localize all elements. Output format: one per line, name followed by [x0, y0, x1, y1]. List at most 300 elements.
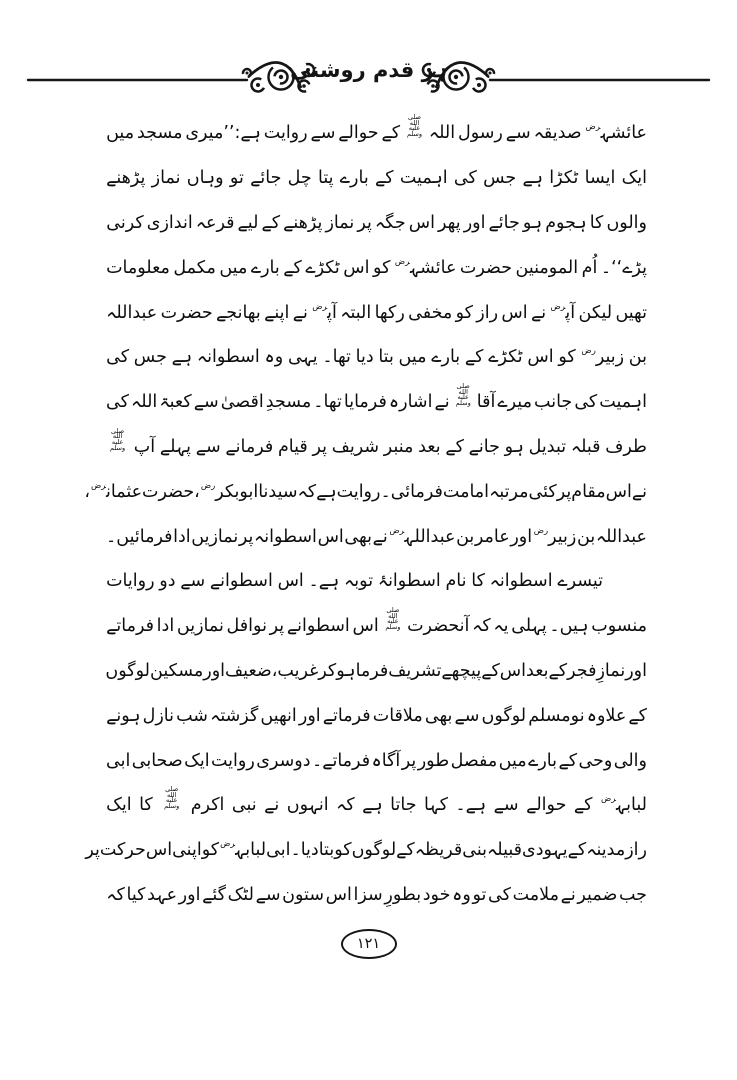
word: آقا: [476, 392, 496, 413]
word: تھا۔: [313, 392, 342, 413]
word: اللہ: [428, 123, 456, 144]
radiallahu-mark-icon: رض: [600, 794, 616, 805]
text-line: [106, 514, 647, 559]
word: لوگوں: [481, 705, 527, 726]
word: مکمل: [173, 257, 216, 278]
word: لٹک: [227, 884, 254, 905]
word: حوالے: [526, 795, 567, 816]
word: کیا: [126, 884, 146, 905]
word: بتا: [318, 840, 335, 861]
word: ایسا: [584, 168, 616, 189]
word: سے: [193, 392, 219, 413]
word: المومنین: [515, 257, 579, 278]
word: تشریف: [388, 660, 442, 681]
word: سے: [310, 123, 336, 144]
word: سے: [255, 884, 281, 905]
word: مسکین: [150, 660, 204, 681]
word: کے: [283, 257, 302, 278]
word: آگاہ: [371, 750, 401, 771]
word: کو: [373, 257, 391, 278]
text-line: [106, 380, 647, 425]
word: انہوں: [286, 795, 329, 816]
word: کی: [106, 347, 130, 368]
word: کے: [558, 750, 578, 771]
word: اس: [408, 212, 435, 233]
page-number-badge: ۱۲۱: [341, 929, 397, 959]
word: مرتبہ: [489, 481, 529, 502]
word: راز: [625, 840, 647, 861]
word: غریب،: [271, 660, 319, 681]
word: ہیں۔: [549, 616, 589, 637]
word: [106, 426, 129, 458]
word: سے: [493, 795, 519, 816]
word: ضعیف: [225, 660, 272, 681]
word: بن: [456, 526, 475, 547]
word: اس: [527, 347, 554, 368]
text-line: [106, 245, 647, 290]
word: اس: [325, 884, 352, 905]
word: پر: [238, 526, 254, 547]
word: اس: [343, 257, 370, 278]
word: کو: [334, 840, 352, 861]
word: بارے: [431, 347, 461, 368]
word: کے: [375, 168, 394, 189]
word: وہاں: [186, 168, 224, 189]
word: ایک: [106, 795, 132, 816]
word: مسجدِ: [265, 392, 312, 413]
word: اسطوانے: [286, 616, 350, 637]
text-line: [106, 156, 647, 201]
text-line: [106, 649, 647, 694]
word: طرف: [605, 436, 647, 457]
word: نے: [264, 795, 280, 816]
radiallahu-mark-icon: رض: [533, 525, 549, 536]
word: فرما: [355, 660, 389, 681]
word: ہو: [522, 212, 543, 233]
word: پر: [269, 616, 285, 637]
word: بھی: [424, 705, 453, 726]
word: صدیقہ: [533, 123, 582, 144]
word: کہ: [472, 616, 491, 637]
radiallahu-mark-icon: رض: [389, 525, 405, 536]
word: لبابہ$^{رض}$: [600, 794, 647, 816]
durood-mark-icon: صلى الله عليه وسلم: [110, 426, 126, 452]
word: پیچھے: [441, 660, 482, 681]
word: مخفی: [408, 302, 453, 323]
word: عہد: [147, 884, 178, 905]
word: منبر: [383, 436, 414, 457]
word: علاوہ: [586, 705, 627, 726]
text-line: [106, 335, 647, 380]
word: قبیلہ: [487, 840, 523, 861]
word: ابوبکر$^{رض}$،: [194, 480, 259, 502]
word: ضمیر: [577, 884, 618, 905]
word: نے: [434, 392, 450, 413]
word: اُم: [581, 257, 598, 278]
word: انھیں: [260, 705, 297, 726]
word: اپنی: [172, 840, 202, 861]
radiallahu-mark-icon: رض: [200, 480, 216, 491]
word: پر: [357, 212, 372, 233]
word: ہو: [504, 436, 524, 457]
word: اہمیت: [399, 168, 448, 189]
word: مفصل: [450, 750, 498, 771]
word: دیا۔: [290, 840, 319, 861]
word: بنی: [462, 840, 488, 861]
word: ہے: [171, 347, 193, 368]
word: روایت: [336, 481, 381, 502]
word: اور: [203, 660, 226, 681]
word: مقام: [571, 481, 606, 502]
word: میرے: [497, 392, 532, 413]
word: اور: [298, 705, 321, 726]
word: ہے۔: [455, 795, 487, 816]
word: اسطوانہ: [489, 571, 553, 592]
word: فرماتے: [106, 616, 154, 637]
text-line: [106, 604, 647, 649]
word: والی: [613, 750, 647, 771]
word: تھیں: [615, 302, 647, 323]
word: جب: [618, 884, 647, 905]
word: ہونے: [106, 705, 141, 726]
word: لیکن: [578, 302, 613, 323]
word: مدینہ: [586, 840, 626, 861]
text-line: [106, 738, 647, 783]
word: شریف: [331, 436, 380, 457]
word: نے: [292, 302, 308, 323]
word: کے: [445, 436, 464, 457]
word: کعبۃ: [159, 392, 192, 413]
word: سے: [195, 436, 221, 457]
text-line: [106, 693, 647, 738]
word: کو: [558, 347, 576, 368]
word: ادا: [156, 616, 175, 637]
word: گئے: [202, 884, 226, 905]
word: کا: [589, 212, 604, 233]
word: کے: [548, 660, 568, 681]
word: کے: [628, 705, 647, 726]
radiallahu-mark-icon: رض: [550, 301, 566, 312]
text-line: [106, 783, 647, 828]
word: کے: [573, 795, 593, 816]
word: یہ: [493, 616, 509, 637]
word: روایت: [263, 123, 308, 144]
word: اس: [352, 616, 379, 637]
radiallahu-mark-icon: رض: [312, 301, 328, 312]
word: آپ: [133, 436, 156, 457]
word: اس: [501, 302, 528, 323]
book-title: ہر قدم روشنی: [290, 58, 447, 82]
word: نمازِ: [596, 660, 626, 681]
durood-mark-icon: صلى الله عليه وسلم: [385, 605, 401, 631]
word: زبیر$^{رض}$: [581, 346, 625, 368]
word: عبداللہ: [106, 302, 158, 323]
word: سزا: [353, 884, 383, 905]
word: منسوب: [591, 616, 647, 637]
word: ہے: [316, 481, 337, 502]
word: کا: [471, 571, 485, 592]
word: عبداللہ$^{رض}$: [389, 525, 456, 547]
word: فرمائیں۔: [106, 526, 173, 547]
word: اپنے: [264, 302, 290, 323]
word: جانب: [534, 392, 573, 413]
word: تیسرے: [557, 571, 603, 592]
word: فرمائی۔: [380, 481, 443, 502]
word: امامت: [442, 481, 490, 502]
body-text: [84, 111, 647, 917]
word: دوسری: [256, 750, 311, 771]
word: فرمایا: [343, 392, 387, 413]
word: کہ: [106, 884, 125, 905]
word: کے: [567, 840, 587, 861]
word: لوگوں: [105, 660, 151, 681]
word: کے: [464, 347, 484, 368]
word: چل: [287, 168, 312, 189]
word: بھی: [344, 526, 372, 547]
word: وحی: [578, 750, 613, 771]
durood-mark-icon: صلى الله عليه وسلم: [406, 113, 423, 138]
word: کو: [201, 840, 220, 861]
word: ایک: [184, 750, 210, 771]
word: میں: [106, 123, 135, 144]
word: تو: [229, 168, 244, 189]
word: اس: [499, 660, 527, 681]
word: اور: [510, 526, 533, 547]
durood-mark-icon: صلى الله عليه وسلم: [455, 381, 471, 407]
word: فجر: [567, 660, 597, 681]
word: بارے: [250, 257, 280, 278]
word: نے: [631, 481, 647, 502]
word: حضرت: [160, 302, 213, 323]
word: کے: [261, 212, 281, 233]
word: پتا: [318, 168, 334, 189]
word: [381, 605, 404, 637]
word: ہے:’’میری: [185, 123, 261, 144]
word: تبدیل: [528, 436, 567, 457]
word: نمازیں: [191, 526, 239, 547]
word: نازل: [142, 705, 175, 726]
word: ابی: [106, 750, 131, 771]
word: فرماتے: [322, 705, 371, 726]
word: فرماتے۔: [311, 750, 371, 771]
word: عامر: [474, 526, 510, 547]
word: کی: [453, 168, 477, 189]
radiallahu-mark-icon: رض: [220, 839, 236, 850]
word: جگہ: [374, 212, 406, 233]
word: ادا: [173, 526, 191, 547]
word: اللہ: [131, 392, 158, 413]
word: قرعہ: [195, 212, 235, 233]
word: دو: [159, 571, 176, 592]
word: سے: [505, 123, 531, 144]
word: لبابہ$^{رض}$: [220, 839, 267, 861]
text-line: [84, 469, 647, 514]
word: ٹکڑا: [549, 168, 579, 189]
word: اسطوانہ: [254, 526, 317, 547]
word: پڑے‘‘۔: [600, 257, 647, 278]
word: بن: [628, 347, 647, 368]
word: قیام: [277, 436, 308, 457]
word: ہے۔: [308, 571, 340, 592]
word: آپ$^{رض}$: [312, 301, 337, 323]
word: وہ: [264, 347, 284, 368]
text-line: [106, 111, 647, 156]
word: پر: [85, 840, 100, 861]
word: [452, 381, 475, 413]
word: ملاقات: [372, 705, 423, 726]
word: قریظہ: [414, 840, 463, 861]
word: طور: [417, 750, 450, 771]
word: ہے: [522, 168, 543, 189]
word: جائے: [488, 212, 520, 233]
word: حضرت: [459, 257, 513, 278]
word: اندازی: [146, 212, 193, 233]
word: آنحضرت: [407, 616, 470, 637]
word: کرنی: [106, 212, 144, 233]
text-line: [106, 201, 647, 246]
word: پڑھنے: [106, 168, 146, 189]
word: اس: [277, 571, 304, 592]
word: عبداللہ: [595, 526, 647, 547]
word: کی: [106, 392, 129, 413]
word: کہا: [424, 795, 448, 816]
word: جانے: [468, 436, 500, 457]
word: جاتا: [390, 795, 417, 816]
word: کر: [318, 660, 337, 681]
text-line: [106, 873, 647, 918]
word: یہی: [287, 347, 318, 368]
text-line: [106, 425, 647, 470]
word: میں: [219, 257, 248, 278]
word: اسطوانۂ: [377, 571, 441, 592]
word: البتہ: [340, 302, 372, 323]
word: ایک: [621, 168, 647, 189]
word: خود: [422, 884, 451, 905]
word: نے: [560, 884, 576, 905]
word: پھر: [438, 212, 461, 233]
word: کی: [574, 392, 598, 413]
word: صحابی: [131, 750, 183, 771]
word: آپ$^{رض}$: [550, 301, 576, 323]
word: شب: [176, 705, 208, 726]
word: کے: [381, 123, 401, 144]
word: رسول: [458, 123, 503, 144]
word: نوافل: [226, 616, 267, 637]
word: بھانجے: [216, 302, 261, 323]
word: جائے: [250, 168, 282, 189]
word: لوگوں: [351, 840, 397, 861]
text-line: [106, 290, 647, 335]
word: بن: [577, 526, 596, 547]
word: اس: [317, 526, 344, 547]
word: اس: [145, 840, 173, 861]
word: بطورِ: [384, 884, 422, 905]
word: [403, 113, 426, 144]
word: کے: [481, 660, 500, 681]
word: گزشتہ: [210, 705, 259, 726]
word: ٹکڑے: [488, 347, 523, 368]
radiallahu-mark-icon: رض: [91, 480, 106, 491]
word: کا: [139, 795, 153, 816]
word: بارے: [528, 750, 557, 771]
word: میں: [498, 750, 527, 771]
word: نبی: [231, 795, 257, 816]
word: سے: [454, 705, 480, 726]
word: تھا۔: [322, 347, 351, 368]
word: اسطوانے: [209, 571, 273, 592]
word: رکھا: [374, 302, 405, 323]
word: نے: [372, 526, 388, 547]
word: عائشہ$^{رض}$: [585, 122, 647, 144]
radiallahu-mark-icon: رض: [394, 256, 410, 267]
word: کہ: [297, 481, 317, 502]
word: اسطوانہ: [196, 347, 260, 368]
word: لیے: [237, 212, 259, 233]
word: کے: [396, 840, 415, 861]
word: بعد: [526, 660, 549, 681]
word: تو: [472, 884, 487, 905]
word: اور: [625, 660, 647, 681]
word: پہلے: [159, 436, 192, 457]
word: اقصیٰ: [220, 392, 264, 413]
word: روایت: [211, 750, 255, 771]
text-line: [85, 828, 647, 873]
word: جس: [483, 168, 517, 189]
word: ملامت: [512, 884, 559, 905]
word: اشارہ: [388, 392, 433, 413]
word: بارے: [339, 168, 369, 189]
word: روایات: [106, 571, 155, 592]
word: فرمانے: [225, 436, 274, 457]
word: اس: [605, 481, 632, 502]
word: معلومات: [106, 257, 170, 278]
word: عائشہ$^{رض}$: [394, 256, 457, 278]
word: عثمان$^{رض}$،: [84, 480, 143, 502]
word: ستون: [282, 884, 324, 905]
word: سے: [180, 571, 206, 592]
word: وہ: [452, 884, 471, 905]
word: جس: [133, 347, 167, 368]
word: نماز: [325, 212, 355, 233]
word: کو: [455, 302, 473, 323]
word: نماز: [151, 168, 181, 189]
word: [160, 785, 183, 816]
word: سیدنا: [258, 481, 298, 502]
word: نام: [445, 571, 467, 592]
word: والوں: [606, 212, 647, 233]
paragraph: [84, 111, 647, 559]
word: راز: [476, 302, 499, 323]
word: حوالے: [338, 123, 379, 144]
word: توبہ: [344, 571, 374, 592]
word: زبیر$^{رض}$: [533, 525, 577, 547]
paragraph: [85, 559, 647, 917]
word: پر: [401, 750, 417, 771]
word: حرکت: [99, 840, 146, 861]
word: بعد: [418, 436, 441, 457]
word: پر: [556, 481, 572, 502]
word: اہمیت: [599, 392, 647, 413]
word: نمازیں: [176, 616, 224, 637]
word: ٹکڑے: [305, 257, 340, 278]
word: بتا: [378, 347, 394, 368]
word: یہودی: [522, 840, 568, 861]
word: نومسلم: [528, 705, 585, 726]
word: حضرت: [142, 481, 195, 502]
word: کہ: [336, 795, 355, 816]
word: کی: [488, 884, 511, 905]
word: ابی: [266, 840, 291, 861]
